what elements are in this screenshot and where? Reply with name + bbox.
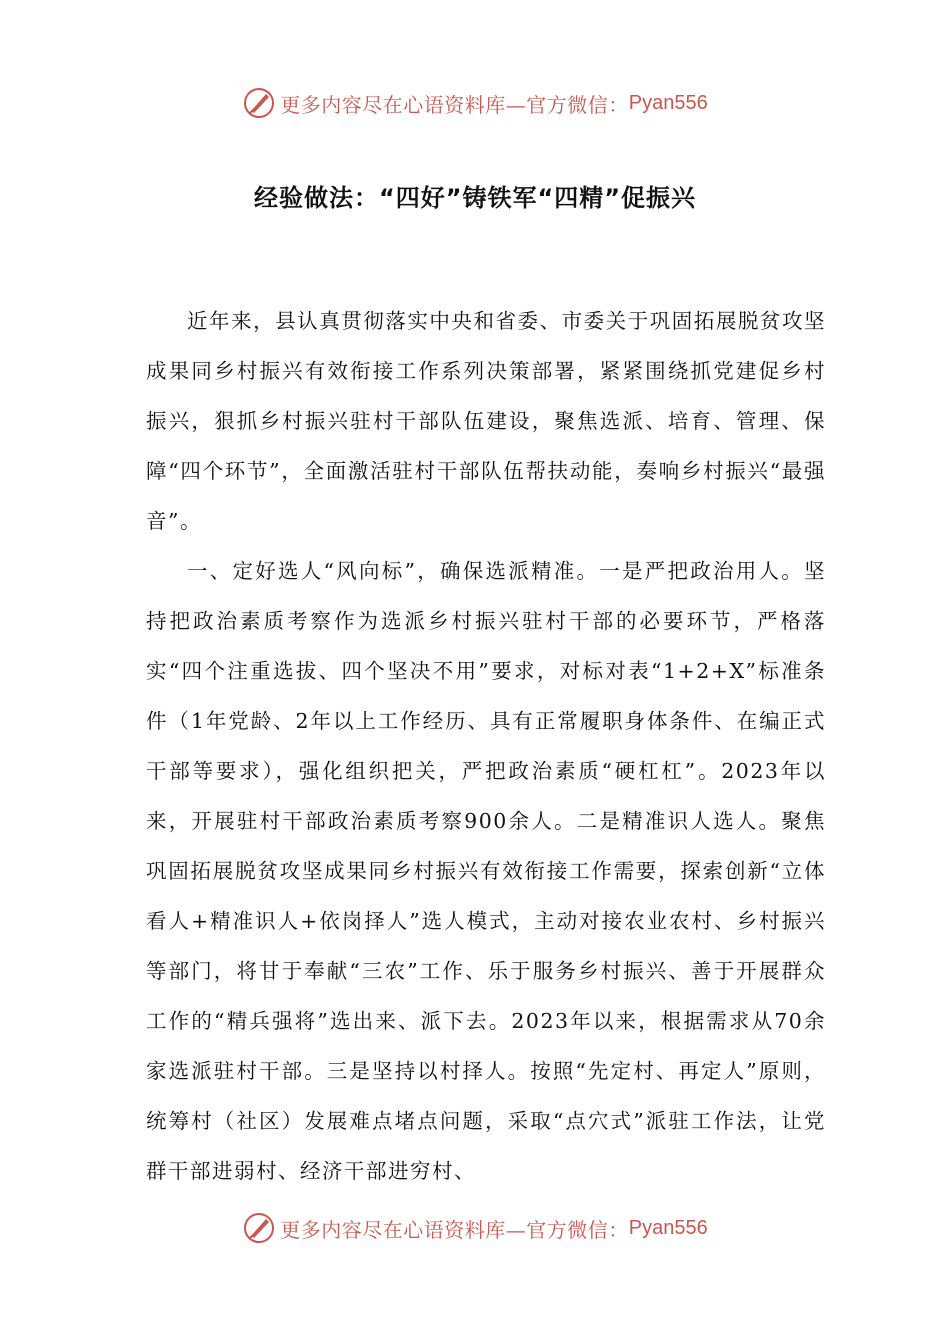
banner-wechat-id: Pyan556: [628, 1216, 708, 1239]
banner-wechat-id: Pyan556: [628, 91, 708, 114]
quill-pen-seal-icon: [242, 86, 276, 120]
paragraph-intro: 近年来，县认真贯彻落实中央和省委、市委关于巩固拓展脱贫攻坚成果同乡村振兴有效衔接工作系列决策部署，紧紧围绕抓党建促乡村振兴，狠抓乡村振兴驻村干部队伍建设，聚焦选派、培育、管理、保障“四个环节”，全面激活驻村干部队伍帮扶动能，奏响乡村振兴“最强音”。: [146, 309, 826, 533]
quill-pen-seal-icon: [242, 1211, 276, 1245]
header-watermark-banner: [0, 83, 950, 123]
document-body: [146, 296, 826, 1196]
banner-text: 更多内容尽在心语资料库—官方微信：: [280, 1217, 629, 1242]
banner-text: 更多内容尽在心语资料库—官方微信：: [280, 92, 629, 117]
paragraph-section-1: 一、定好选人“风向标”，确保选派精准。一是严把政治用人。坚持把政治素质考察作为选派乡村振兴驻村干部的必要环节，严格落实“四个注重选拔、四个坚决不用”要求，对标对表“1+2+X”标准条件（1年党龄、2年以上工作经历、具有正常履职身体条件、在编正式干部等要求），强化组织把关，严把政治素质“硬杠杠”。2023年以来，开展驻村干部政治素质考察900余人。二是精准识人选人。聚焦巩固拓展脱贫攻坚成果同乡村振兴有效衔接工作需要，探索创新“立体看人+精准识人+依岗择人”选人模式，主动对接农业农村、乡村振兴等部门，将甘于奉献“三农”工作、乐于服务乡村振兴、善于开展群众工作的“精兵强将”选出来、派下去。2023年以来，根据需求从70余家选派驻村干部。三是坚持以村择人。按照“先定村、再定人”原则，统筹村（社区）发展难点堵点问题，采取“点穴式”派驻工作法，让党群干部进弱村、经济干部进穷村、: [146, 559, 826, 1183]
document-title: 经验做法：“四好”铸铁军“四精”促振兴: [253, 184, 697, 212]
footer-watermark-banner: [0, 1208, 950, 1248]
